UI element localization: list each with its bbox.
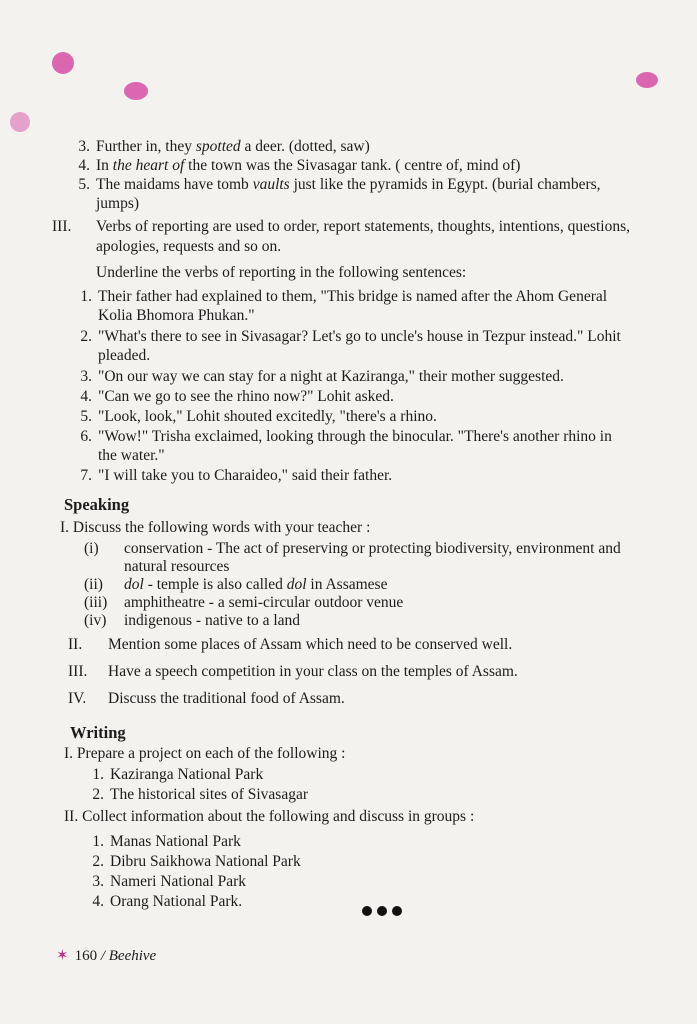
sentence-text: "Wow!" Trisha exclaimed, looking through the binocular. "There's another rhino in: [98, 428, 612, 445]
word-term: dol: [124, 576, 144, 593]
exercise-item-continued: [96, 195, 139, 213]
item-number: 7.: [80, 467, 92, 484]
item-text: Kaziranga National Park: [110, 766, 264, 783]
page-number: 160: [74, 948, 98, 964]
item-text: Nameri National Park: [110, 873, 247, 890]
ink-blot: [636, 72, 658, 88]
item-number: 4.: [80, 388, 92, 405]
item-number: 1.: [92, 833, 104, 850]
writing-item: [82, 766, 263, 784]
sentence-item-cont: [98, 307, 255, 325]
word-definition: - The act of preserving or protecting biodiversity, environment and: [203, 540, 621, 557]
exercise-item: [68, 138, 370, 156]
word-term: conservation: [124, 540, 204, 557]
word-item: [84, 540, 621, 558]
item-number: 2.: [92, 853, 104, 870]
book-title: / Beehive: [100, 948, 157, 964]
word-definition: - a semi-circular outdoor venue: [204, 594, 404, 611]
word-emphasis: dol: [286, 576, 307, 593]
task-text: II. Collect information about the following and discuss in groups :: [64, 808, 475, 825]
item-number: 4.: [78, 157, 90, 174]
sentence-item: [70, 428, 612, 446]
item-text: The historical sites of Sivasagar: [110, 786, 309, 803]
sentence-text: "Look, look," Lohit shouted excitedly, "there's a rhino.: [98, 408, 437, 425]
section-number: III.: [52, 218, 72, 235]
sentence-text: the water.": [98, 447, 165, 464]
word-definition: - native to a land: [192, 612, 301, 629]
task-text: I. Prepare a project on each of the following :: [64, 745, 346, 762]
section-text: apologies, requests and so on.: [96, 238, 282, 255]
task-number: III.: [68, 663, 88, 680]
writing-task: [64, 745, 345, 763]
word-term: indigenous: [124, 612, 193, 629]
section-text: Verbs of reporting are used to order, report statements, thoughts, intentions, questions,: [96, 218, 631, 235]
item-text: Orang National Park.: [110, 893, 243, 910]
word-definition: in Assamese: [306, 576, 388, 593]
task-text: I. Discuss the following words with your teacher :: [60, 519, 371, 536]
word-item: [84, 576, 387, 594]
section-iii-intro-cont: [96, 238, 281, 256]
dot-icon: [377, 906, 387, 916]
instruction-text: Underline the verbs of reporting in the following sentences:: [96, 264, 467, 281]
writing-item: [82, 893, 242, 911]
section-iii-intro: [52, 218, 630, 236]
writing-item: [82, 853, 301, 871]
item-text: In: [96, 157, 113, 174]
item-number: 5.: [78, 176, 90, 193]
sentence-text: "What's there to see in Sivasagar? Let's go to uncle's house in Tezpur instead." Lohit: [98, 328, 621, 345]
exercise-item: [68, 176, 601, 194]
item-number: (iii): [84, 594, 108, 611]
ink-blot: [52, 52, 74, 74]
speaking-intro: [60, 519, 370, 537]
task-text: Discuss the traditional food of Assam.: [108, 690, 345, 707]
item-number: 1.: [80, 288, 92, 305]
speaking-task: [68, 690, 345, 708]
heading-text: Speaking: [64, 495, 130, 514]
section-end-dots: [362, 903, 407, 921]
item-number: (iv): [84, 612, 107, 629]
sentence-text: Kolia Bhomora Phukan.": [98, 307, 255, 324]
item-text: Further in, they: [96, 138, 196, 155]
star-icon: ✶: [56, 948, 69, 964]
item-text: a deer. (dotted, saw): [240, 138, 370, 155]
item-number: 3.: [80, 368, 92, 385]
exercise-item: [68, 157, 520, 175]
word-item: [84, 612, 300, 630]
item-number: 4.: [92, 893, 104, 910]
item-number: 2.: [92, 786, 104, 803]
word-definition: - temple is also called: [143, 576, 287, 593]
item-text: jumps): [96, 195, 140, 212]
sentence-item: [70, 467, 392, 485]
writing-heading: [70, 724, 126, 742]
sentence-item-cont: [98, 347, 150, 365]
page-footer: [56, 946, 156, 965]
speaking-task: [68, 663, 518, 681]
section-iii-instruction: [96, 264, 466, 282]
item-emphasis: spotted: [195, 138, 241, 155]
item-number: (i): [84, 540, 99, 557]
item-emphasis: vaults: [252, 176, 290, 193]
writing-item: [82, 833, 241, 851]
item-text: The maidams have tomb: [96, 176, 253, 193]
word-definition: natural resources: [124, 558, 230, 575]
heading-text: Writing: [70, 723, 126, 742]
writing-task: [64, 808, 474, 826]
item-number: 1.: [92, 766, 104, 783]
word-term: amphitheatre: [124, 594, 205, 611]
sentence-item: [70, 328, 621, 346]
sentence-text: "On our way we can stay for a night at Kaziranga," their mother suggested.: [98, 368, 564, 385]
dot-icon: [392, 906, 402, 916]
speaking-task: [68, 636, 512, 654]
writing-item: [82, 786, 308, 804]
item-emphasis: the heart of: [112, 157, 185, 174]
word-item-cont: [124, 558, 229, 576]
item-number: (ii): [84, 576, 103, 593]
item-text: Manas National Park: [110, 833, 241, 850]
word-item: [84, 594, 403, 612]
sentence-item-cont: [98, 447, 165, 465]
writing-item: [82, 873, 246, 891]
sentence-item: [70, 408, 437, 426]
item-number: 5.: [80, 408, 92, 425]
ink-blot: [10, 112, 30, 132]
dot-icon: [362, 906, 372, 916]
sentence-text: "Can we go to see the rhino now?" Lohit asked.: [98, 388, 394, 405]
ink-blot: [124, 82, 148, 100]
sentence-item: [70, 388, 394, 406]
task-number: II.: [68, 636, 83, 653]
item-number: 3.: [92, 873, 104, 890]
sentence-item: [70, 288, 607, 306]
item-text: the town was the Sivasagar tank. ( centre of, mind of): [184, 157, 521, 174]
task-text: Have a speech competition in your class on the temples of Assam.: [108, 663, 518, 680]
item-number: 6.: [80, 428, 92, 445]
task-text: Mention some places of Assam which need to be conserved well.: [108, 636, 513, 653]
sentence-text: Their father had explained to them, "This bridge is named after the Ahom General: [98, 288, 608, 305]
item-text: just like the pyramids in Egypt. (burial chambers,: [289, 176, 601, 193]
item-number: 3.: [78, 138, 90, 155]
sentence-item: [70, 368, 564, 386]
speaking-heading: [64, 496, 129, 514]
item-number: 2.: [80, 328, 92, 345]
item-text: Dibru Saikhowa National Park: [110, 853, 301, 870]
sentence-text: pleaded.: [98, 347, 151, 364]
task-number: IV.: [68, 690, 87, 707]
sentence-text: "I will take you to Charaideo," said their father.: [98, 467, 393, 484]
